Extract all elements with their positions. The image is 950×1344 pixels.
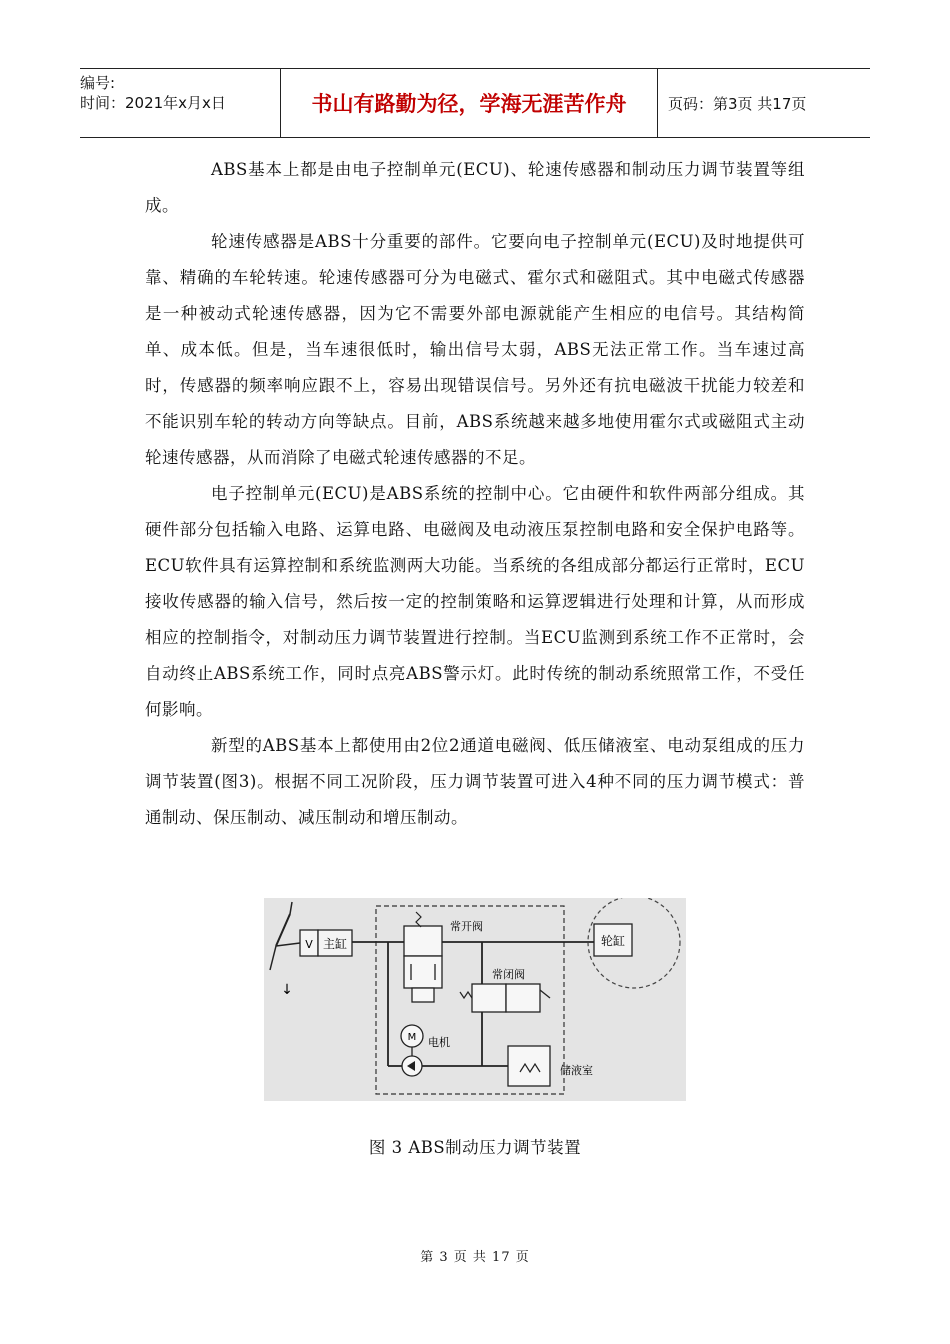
body-text [145, 152, 805, 836]
page-footer: 第 3 页 共 17 页 [420, 1250, 530, 1265]
paragraph-4: 新型的ABS基本上都使用由2位2通道电磁阀、低压储液室、电动泵组成的压力调节装置(图3)。根据不同工况阶段，压力调节装置可进入4种不同的压力调节模式：普通制动、保压制动、减压制动和增压制动。 [145, 736, 805, 827]
figure-abs-diagram [264, 898, 686, 1101]
normally-open-label: 常开阀 [450, 920, 483, 933]
pedal-lever [270, 946, 276, 970]
header-meta [80, 69, 280, 137]
motor-label: 电机 [428, 1036, 450, 1049]
time-label: 时间：2021年x月x日 [80, 94, 226, 112]
solenoid-mark [540, 990, 550, 998]
abs-schematic [264, 898, 686, 1101]
paragraph-2: 轮速传感器是ABS十分重要的部件。它要向电子控制单元(ECU)及时地提供可靠、精确的车轮转速。轮速传感器可分为电磁式、霍尔式和磁阻式。其中电磁式传感器是一种被动式轮速传感器，因为它不需要外部电源就能产生相应的电信号。其结构简单、成本低。但是，当车速很低时，输出信号太弱，ABS无法正常工作。当车速过高时，传感器的频率响应跟不上，容易出现错误信号。另外还有抗电磁波干扰能力较差和不能识别车轮的转动方向等缺点。目前，ABS系统越来越多地使用霍尔式或磁阻式主动轮速传感器，从而消除了电磁式轮速传感器的不足。 [145, 232, 805, 467]
normally-open-valve-body [404, 956, 442, 988]
v-label: V [305, 938, 313, 951]
pedal-top [290, 902, 292, 914]
page-header [80, 68, 870, 138]
figure-caption: 图 3 ABS制动压力调节装置 [368, 1138, 582, 1157]
spring-icon [416, 912, 421, 927]
master-cylinder-label: 主缸 [322, 937, 348, 951]
header-motto: 书山有路勤为径，学海无涯苦作舟 [280, 69, 658, 137]
header-page-info: 页码：第3页 共17页 [668, 94, 807, 113]
reservoir-label: 储液室 [560, 1064, 593, 1077]
code-label: 编号: [80, 74, 116, 92]
normally-closed-valve-body [506, 984, 540, 1012]
pedal-rod [276, 943, 300, 946]
brake-pedal [276, 914, 290, 946]
solenoid-coil [412, 988, 434, 1002]
paragraph-1: ABS基本上都是由电子控制单元(ECU)、轮速传感器和制动压力调节装置等组成。 [145, 160, 805, 215]
wheel-cylinder-label: 轮缸 [600, 934, 626, 948]
arrow-down-icon: ↓ [281, 982, 293, 998]
normally-open-valve [404, 926, 442, 956]
motor-symbol: M [407, 1032, 417, 1043]
normally-closed-label: 常闭阀 [492, 968, 525, 981]
spring-icon [460, 992, 472, 998]
low-pressure-reservoir [508, 1046, 550, 1086]
paragraph-3: 电子控制单元(ECU)是ABS系统的控制中心。它由硬件和软件两部分组成。其硬件部分包括输入电路、运算电路、电磁阀及电动液压泵控制电路和安全保护电路等。ECU软件具有运算控制和系统监测两大功能。当系统的各组成部分都运行正常时，ECU接收传感器的输入信号，然后按一定的控制策略和运算逻辑进行处理和计算，从而形成相应的控制指令，对制动压力调节装置进行控制。当ECU监测到系统工作不正常时，会自动终止ABS系统工作，同时点亮ABS警示灯。此时传统的制动系统照常工作，不受任何影响。 [145, 484, 805, 719]
normally-closed-valve [472, 984, 506, 1012]
